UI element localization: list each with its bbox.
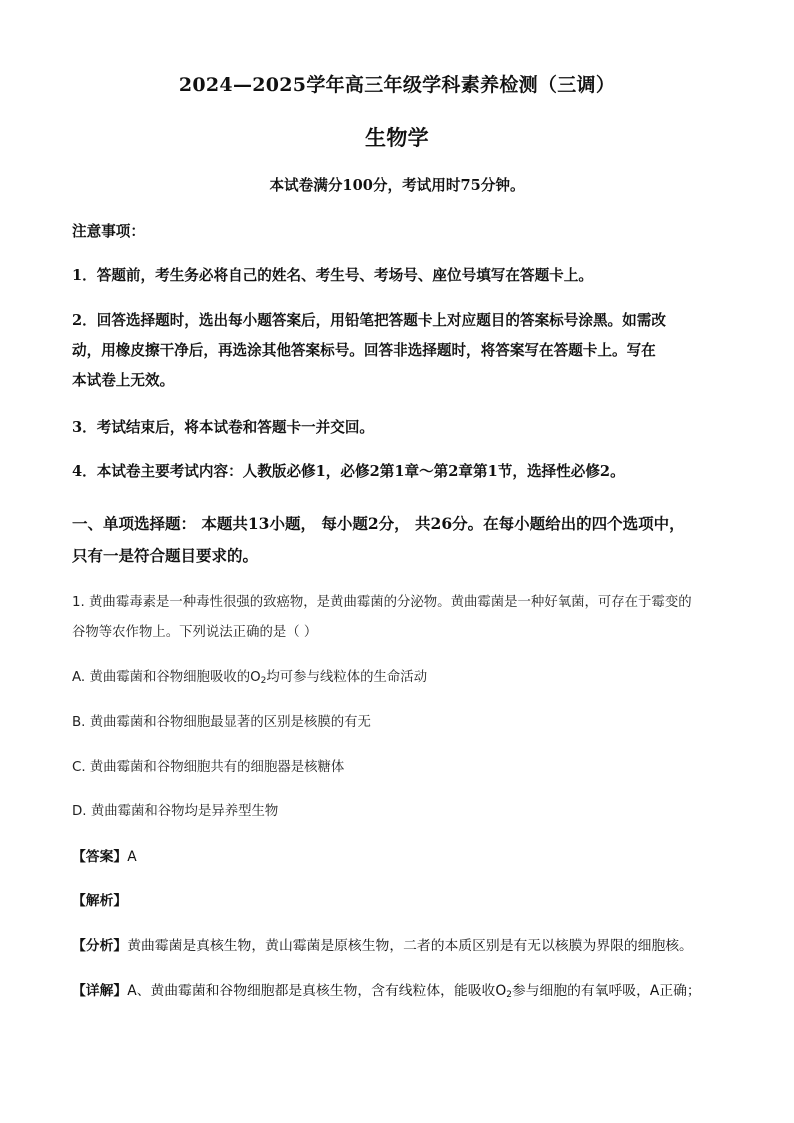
analysis-line (72, 891, 722, 911)
option-a-text-post: 均可参与线粒体的生命活动 (266, 670, 428, 685)
section-heading-line-1: 一、单项选择题： 本题共13小题， 每小题2分， 共26分。在每小题给出的四个选项中， (72, 514, 685, 533)
note-item-2-line-1: 2．回答选择题时，选出每小题答案后，用铅笔把答题卡上对应题目的答案标号涂黑。如需改 (72, 312, 666, 329)
option-a (72, 668, 722, 691)
note-item-1: 1．答题前，考生务必将自己的姓名、考生号、考场号、座位号填写在答题卡上。 (72, 267, 593, 284)
note-item-2-line-2: 动，用橡皮擦干净后，再选涂其他答案标号。回答非选择题时，将答案写在答题卡上。写在 (72, 342, 656, 359)
exam-title: 2024—2025学年高三年级学科素养检测（三调） (178, 74, 616, 96)
subject-title: 生物学 (365, 125, 429, 150)
answer-line (72, 847, 722, 867)
option-d: D. 黄曲霉菌和谷物均是异养型生物 (72, 804, 279, 819)
section-heading-line-2: 只有一是符合题目要求的。 (72, 546, 259, 565)
option-a-subscript: 2 (260, 676, 267, 686)
option-a-text-pre: A. 黄曲霉菌和谷物细胞吸收的O (72, 670, 261, 685)
detail-subscript: 2 (506, 990, 512, 1000)
fenxi-line (72, 936, 722, 956)
exam-info: 本试卷满分100分，考试用时75分钟。 (269, 177, 525, 194)
note-item-3: 3．考试结束后，将本试卷和答题卡一并交回。 (72, 419, 375, 436)
note-item-2-line-3: 本试卷上无效。 (72, 372, 175, 389)
note-item-4: 4．本试卷主要考试内容：人教版必修1，必修2第1章～第2章第1节，选择性必修2。 (72, 463, 625, 480)
answer-label: 【答案】 (72, 849, 128, 865)
answer-value: A (127, 849, 137, 865)
fenxi-text: 黄曲霉菌是真核生物，黄山霉菌是原核生物，二者的本质区别是有无以核膜为界限的细胞核。 (127, 938, 693, 954)
question-1-stem-line-1: 1. 黄曲霉毒素是一种毒性很强的致癌物，是黄曲霉菌的分泌物。黄曲霉菌是一种好氧菌，可存在于霉变的 (72, 595, 692, 610)
option-c: C. 黄曲霉菌和谷物细胞共有的细胞器是核糖体 (72, 760, 345, 775)
option-b: B. 黄曲霉菌和谷物细胞最显著的区别是核膜的有无 (72, 715, 371, 730)
analysis-label: 【解析】 (72, 893, 128, 909)
detail-text-pre: A、黄曲霉菌和谷物细胞都是真核生物，含有线粒体，能吸收O (127, 983, 507, 999)
question-1-stem-line-2: 谷物等农作物上。下列说法正确的是（ ） (72, 625, 318, 640)
notes-heading: 注意事项： (72, 223, 145, 240)
detail-line (72, 981, 722, 1005)
detail-text-post: 参与细胞的有氧呼吸，A正确； (511, 983, 701, 999)
fenxi-label: 【分析】 (72, 938, 128, 954)
detail-label: 【详解】 (72, 983, 128, 999)
